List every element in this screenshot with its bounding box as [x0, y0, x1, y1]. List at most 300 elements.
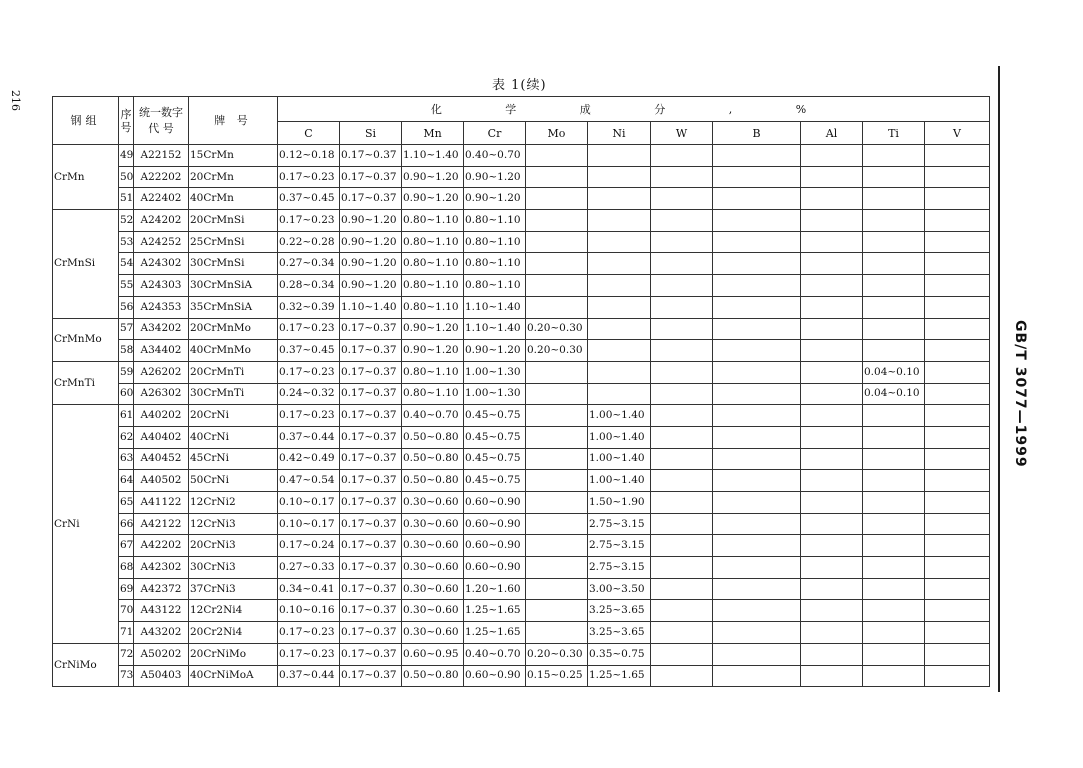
cell-mn: 0.80~1.10	[402, 361, 464, 383]
cell-si: 0.17~0.37	[340, 665, 402, 687]
table-row	[53, 622, 990, 644]
cell-mn: 0.80~1.10	[402, 296, 464, 318]
cell-seq: 67	[119, 535, 134, 557]
cell-v	[925, 361, 990, 383]
cell-v	[925, 253, 990, 275]
cell-seq: 69	[119, 578, 134, 600]
cell-ti	[863, 448, 925, 470]
cell-b	[713, 513, 801, 535]
cell-ni	[588, 210, 651, 232]
cell-ni: 2.75~3.15	[588, 513, 651, 535]
cell-mn: 0.40~0.70	[402, 405, 464, 427]
table-row	[53, 448, 990, 470]
cell-c: 0.37~0.44	[278, 426, 340, 448]
cell-mn: 1.10~1.40	[402, 145, 464, 167]
table-row	[53, 405, 990, 427]
cell-seq: 58	[119, 340, 134, 362]
cell-b	[713, 578, 801, 600]
cell-ti	[863, 600, 925, 622]
table-row	[53, 665, 990, 687]
cell-grade: 40CrMnMo	[189, 340, 278, 362]
cell-grade: 40CrMn	[189, 188, 278, 210]
cell-seq: 66	[119, 513, 134, 535]
cell-b	[713, 210, 801, 232]
cell-cr: 0.60~0.90	[464, 513, 526, 535]
header-grade: 牌 号	[189, 97, 278, 145]
header-element-al: Al	[801, 122, 863, 145]
cell-ni: 1.00~1.40	[588, 448, 651, 470]
header-element-w: W	[651, 122, 713, 145]
cell-si: 0.17~0.37	[340, 166, 402, 188]
cell-v	[925, 426, 990, 448]
cell-c: 0.28~0.34	[278, 275, 340, 297]
cell-ti	[863, 665, 925, 687]
cell-ti	[863, 275, 925, 297]
cell-mo	[526, 557, 588, 579]
header-group: 钢组	[53, 97, 119, 145]
cell-grade: 20CrNi3	[189, 535, 278, 557]
cell-steel-group: CrMnSi	[53, 210, 119, 318]
cell-seq: 54	[119, 253, 134, 275]
cell-cr: 0.90~1.20	[464, 188, 526, 210]
cell-mo	[526, 535, 588, 557]
cell-b	[713, 535, 801, 557]
cell-si: 0.17~0.37	[340, 557, 402, 579]
cell-c: 0.17~0.23	[278, 622, 340, 644]
cell-grade: 20CrNi	[189, 405, 278, 427]
cell-grade: 12Cr2Ni4	[189, 600, 278, 622]
cell-seq: 71	[119, 622, 134, 644]
cell-mo	[526, 296, 588, 318]
cell-b	[713, 405, 801, 427]
cell-ti: 0.04~0.10	[863, 383, 925, 405]
header-element-ti: Ti	[863, 122, 925, 145]
cell-cr: 1.25~1.65	[464, 600, 526, 622]
cell-ni: 2.75~3.15	[588, 557, 651, 579]
cell-ti	[863, 492, 925, 514]
cell-ti	[863, 210, 925, 232]
cell-grade: 20CrMnSi	[189, 210, 278, 232]
cell-al	[801, 470, 863, 492]
cell-cr: 0.60~0.90	[464, 665, 526, 687]
cell-cr: 1.20~1.60	[464, 578, 526, 600]
cell-mo	[526, 426, 588, 448]
cell-al	[801, 622, 863, 644]
cell-ni: 1.00~1.40	[588, 470, 651, 492]
cell-v	[925, 448, 990, 470]
cell-v	[925, 665, 990, 687]
cell-code: A26202	[134, 361, 189, 383]
cell-seq: 53	[119, 231, 134, 253]
cell-v	[925, 145, 990, 167]
cell-b	[713, 145, 801, 167]
cell-ti	[863, 145, 925, 167]
cell-ni: 3.25~3.65	[588, 622, 651, 644]
cell-b	[713, 253, 801, 275]
cell-v	[925, 210, 990, 232]
cell-w	[651, 231, 713, 253]
cell-ti	[863, 513, 925, 535]
cell-v	[925, 535, 990, 557]
table-row	[53, 557, 990, 579]
cell-grade: 20CrNiMo	[189, 643, 278, 665]
cell-w	[651, 188, 713, 210]
cell-ti	[863, 188, 925, 210]
cell-code: A22202	[134, 166, 189, 188]
cell-al	[801, 578, 863, 600]
cell-ni	[588, 361, 651, 383]
cell-al	[801, 535, 863, 557]
cell-mo	[526, 145, 588, 167]
cell-ni: 3.00~3.50	[588, 578, 651, 600]
cell-v	[925, 166, 990, 188]
cell-seq: 68	[119, 557, 134, 579]
right-margin-rule	[998, 66, 1000, 692]
cell-code: A22152	[134, 145, 189, 167]
cell-si: 0.17~0.37	[340, 426, 402, 448]
cell-mo	[526, 405, 588, 427]
cell-w	[651, 535, 713, 557]
cell-mn: 0.80~1.10	[402, 253, 464, 275]
cell-seq: 50	[119, 166, 134, 188]
cell-mn: 0.30~0.60	[402, 578, 464, 600]
cell-w	[651, 426, 713, 448]
cell-code: A40402	[134, 426, 189, 448]
cell-al	[801, 145, 863, 167]
cell-seq: 73	[119, 665, 134, 687]
cell-c: 0.37~0.44	[278, 665, 340, 687]
table-row	[53, 253, 990, 275]
cell-c: 0.10~0.17	[278, 513, 340, 535]
cell-cr: 0.60~0.90	[464, 557, 526, 579]
cell-al	[801, 643, 863, 665]
cell-b	[713, 557, 801, 579]
cell-w	[651, 405, 713, 427]
cell-b	[713, 426, 801, 448]
cell-c: 0.32~0.39	[278, 296, 340, 318]
header-element-c: C	[278, 122, 340, 145]
cell-steel-group: CrMn	[53, 145, 119, 210]
cell-mn: 0.80~1.10	[402, 210, 464, 232]
cell-w	[651, 643, 713, 665]
cell-mo	[526, 448, 588, 470]
cell-w	[651, 492, 713, 514]
cell-grade: 45CrNi	[189, 448, 278, 470]
cell-ti	[863, 231, 925, 253]
cell-w	[651, 166, 713, 188]
cell-mn: 0.30~0.60	[402, 492, 464, 514]
cell-c: 0.17~0.23	[278, 210, 340, 232]
cell-al	[801, 210, 863, 232]
cell-code: A34402	[134, 340, 189, 362]
cell-v	[925, 557, 990, 579]
cell-al	[801, 188, 863, 210]
cell-w	[651, 210, 713, 232]
cell-si: 0.17~0.37	[340, 578, 402, 600]
cell-mo	[526, 275, 588, 297]
cell-grade: 20CrMnMo	[189, 318, 278, 340]
cell-al	[801, 231, 863, 253]
cell-si: 0.17~0.37	[340, 145, 402, 167]
cell-ni	[588, 275, 651, 297]
cell-grade: 15CrMn	[189, 145, 278, 167]
cell-seq: 56	[119, 296, 134, 318]
table-row	[53, 361, 990, 383]
cell-cr: 0.80~1.10	[464, 210, 526, 232]
cell-grade: 25CrMnSi	[189, 231, 278, 253]
cell-code: A40502	[134, 470, 189, 492]
table-row	[53, 188, 990, 210]
cell-b	[713, 296, 801, 318]
cell-code: A50403	[134, 665, 189, 687]
cell-si: 0.17~0.37	[340, 643, 402, 665]
cell-c: 0.17~0.23	[278, 405, 340, 427]
cell-mo: 0.15~0.25	[526, 665, 588, 687]
header-composition: 化 学 成 分 , %	[278, 97, 990, 122]
cell-si: 0.90~1.20	[340, 275, 402, 297]
cell-code: A24252	[134, 231, 189, 253]
cell-grade: 37CrNi3	[189, 578, 278, 600]
cell-ti	[863, 557, 925, 579]
cell-ni: 0.35~0.75	[588, 643, 651, 665]
cell-c: 0.17~0.23	[278, 643, 340, 665]
cell-grade: 30CrMnSiA	[189, 275, 278, 297]
cell-cr: 0.45~0.75	[464, 470, 526, 492]
cell-mn: 0.30~0.60	[402, 535, 464, 557]
cell-code: A50202	[134, 643, 189, 665]
cell-ni	[588, 231, 651, 253]
cell-al	[801, 383, 863, 405]
cell-b	[713, 231, 801, 253]
cell-mo	[526, 470, 588, 492]
cell-mo	[526, 513, 588, 535]
cell-code: A24353	[134, 296, 189, 318]
cell-mo	[526, 578, 588, 600]
table-row	[53, 578, 990, 600]
cell-c: 0.17~0.24	[278, 535, 340, 557]
table-title: 表 1(续)	[492, 78, 547, 93]
cell-seq: 72	[119, 643, 134, 665]
table-row	[53, 383, 990, 405]
cell-al	[801, 492, 863, 514]
header-element-mn: Mn	[402, 122, 464, 145]
cell-v	[925, 513, 990, 535]
cell-al	[801, 253, 863, 275]
cell-mn: 0.30~0.60	[402, 513, 464, 535]
cell-grade: 40CrNiMoA	[189, 665, 278, 687]
cell-si: 0.17~0.37	[340, 340, 402, 362]
composition-table	[52, 96, 990, 687]
cell-b	[713, 622, 801, 644]
cell-mn: 0.80~1.10	[402, 383, 464, 405]
cell-w	[651, 622, 713, 644]
cell-c: 0.42~0.49	[278, 448, 340, 470]
cell-si: 0.17~0.37	[340, 622, 402, 644]
cell-cr: 1.25~1.65	[464, 622, 526, 644]
header-element-mo: Mo	[526, 122, 588, 145]
cell-code: A34202	[134, 318, 189, 340]
table-row	[53, 535, 990, 557]
cell-al	[801, 448, 863, 470]
cell-b	[713, 383, 801, 405]
cell-si: 0.90~1.20	[340, 231, 402, 253]
cell-code: A24202	[134, 210, 189, 232]
cell-al	[801, 166, 863, 188]
cell-grade: 20CrMn	[189, 166, 278, 188]
cell-code: A43202	[134, 622, 189, 644]
cell-b	[713, 643, 801, 665]
cell-mn: 0.90~1.20	[402, 340, 464, 362]
cell-mn: 0.30~0.60	[402, 557, 464, 579]
cell-code: A26302	[134, 383, 189, 405]
cell-cr: 0.60~0.90	[464, 535, 526, 557]
cell-mn: 0.90~1.20	[402, 166, 464, 188]
cell-cr: 1.00~1.30	[464, 361, 526, 383]
cell-code: A42302	[134, 557, 189, 579]
cell-mo	[526, 383, 588, 405]
page-number: 216	[9, 90, 22, 111]
cell-b	[713, 275, 801, 297]
cell-si: 0.17~0.37	[340, 405, 402, 427]
cell-grade: 35CrMnSiA	[189, 296, 278, 318]
cell-si: 0.17~0.37	[340, 470, 402, 492]
cell-ni: 1.50~1.90	[588, 492, 651, 514]
cell-seq: 60	[119, 383, 134, 405]
cell-c: 0.24~0.32	[278, 383, 340, 405]
cell-ni: 1.00~1.40	[588, 405, 651, 427]
cell-mn: 0.80~1.10	[402, 275, 464, 297]
cell-cr: 0.45~0.75	[464, 448, 526, 470]
cell-grade: 30CrNi3	[189, 557, 278, 579]
cell-grade: 40CrNi	[189, 426, 278, 448]
cell-code: A40452	[134, 448, 189, 470]
cell-ni: 2.75~3.15	[588, 535, 651, 557]
cell-si: 0.17~0.37	[340, 448, 402, 470]
table-row	[53, 492, 990, 514]
cell-mn: 0.50~0.80	[402, 448, 464, 470]
cell-seq: 61	[119, 405, 134, 427]
cell-si: 0.17~0.37	[340, 383, 402, 405]
cell-al	[801, 296, 863, 318]
cell-code: A42202	[134, 535, 189, 557]
cell-v	[925, 643, 990, 665]
cell-b	[713, 318, 801, 340]
cell-ti	[863, 318, 925, 340]
cell-al	[801, 513, 863, 535]
cell-code: A42122	[134, 513, 189, 535]
cell-ti: 0.04~0.10	[863, 361, 925, 383]
cell-c: 0.17~0.23	[278, 166, 340, 188]
cell-mn: 0.30~0.60	[402, 622, 464, 644]
cell-seq: 65	[119, 492, 134, 514]
cell-steel-group: CrNiMo	[53, 643, 119, 686]
cell-seq: 63	[119, 448, 134, 470]
cell-c: 0.12~0.18	[278, 145, 340, 167]
cell-mn: 0.50~0.80	[402, 470, 464, 492]
cell-v	[925, 231, 990, 253]
cell-grade: 20Cr2Ni4	[189, 622, 278, 644]
cell-v	[925, 318, 990, 340]
cell-si: 0.17~0.37	[340, 318, 402, 340]
cell-ni	[588, 253, 651, 275]
cell-ti	[863, 578, 925, 600]
cell-mo	[526, 231, 588, 253]
table-row	[53, 296, 990, 318]
cell-mn: 0.50~0.80	[402, 665, 464, 687]
cell-cr: 0.80~1.10	[464, 275, 526, 297]
cell-mo	[526, 600, 588, 622]
cell-w	[651, 513, 713, 535]
cell-mn: 0.30~0.60	[402, 600, 464, 622]
cell-w	[651, 340, 713, 362]
cell-c: 0.47~0.54	[278, 470, 340, 492]
cell-mo: 0.20~0.30	[526, 340, 588, 362]
cell-w	[651, 557, 713, 579]
cell-b	[713, 448, 801, 470]
cell-si: 0.17~0.37	[340, 492, 402, 514]
cell-si: 0.17~0.37	[340, 361, 402, 383]
cell-c: 0.10~0.16	[278, 600, 340, 622]
cell-grade: 20CrMnTi	[189, 361, 278, 383]
cell-w	[651, 275, 713, 297]
table-row	[53, 231, 990, 253]
cell-ti	[863, 470, 925, 492]
table-row	[53, 513, 990, 535]
cell-b	[713, 166, 801, 188]
cell-v	[925, 492, 990, 514]
cell-si: 0.90~1.20	[340, 253, 402, 275]
cell-ni: 3.25~3.65	[588, 600, 651, 622]
cell-w	[651, 600, 713, 622]
cell-mo	[526, 188, 588, 210]
cell-b	[713, 340, 801, 362]
cell-cr: 0.90~1.20	[464, 166, 526, 188]
cell-b	[713, 492, 801, 514]
cell-c: 0.37~0.45	[278, 340, 340, 362]
cell-cr: 1.10~1.40	[464, 318, 526, 340]
cell-w	[651, 665, 713, 687]
cell-ti	[863, 253, 925, 275]
cell-b	[713, 188, 801, 210]
cell-w	[651, 253, 713, 275]
cell-ni	[588, 296, 651, 318]
cell-si: 0.17~0.37	[340, 535, 402, 557]
cell-si: 1.10~1.40	[340, 296, 402, 318]
cell-w	[651, 318, 713, 340]
cell-ni	[588, 383, 651, 405]
cell-w	[651, 296, 713, 318]
cell-w	[651, 383, 713, 405]
cell-seq: 62	[119, 426, 134, 448]
cell-v	[925, 470, 990, 492]
cell-mn: 0.50~0.80	[402, 426, 464, 448]
cell-ti	[863, 643, 925, 665]
cell-mo: 0.20~0.30	[526, 318, 588, 340]
cell-ni	[588, 188, 651, 210]
table-row	[53, 340, 990, 362]
cell-steel-group: CrNi	[53, 405, 119, 644]
cell-al	[801, 665, 863, 687]
cell-mn: 0.80~1.10	[402, 231, 464, 253]
cell-seq: 57	[119, 318, 134, 340]
cell-ti	[863, 535, 925, 557]
cell-ti	[863, 166, 925, 188]
cell-mo	[526, 166, 588, 188]
cell-seq: 55	[119, 275, 134, 297]
cell-v	[925, 340, 990, 362]
cell-grade: 50CrNi	[189, 470, 278, 492]
table-row	[53, 470, 990, 492]
